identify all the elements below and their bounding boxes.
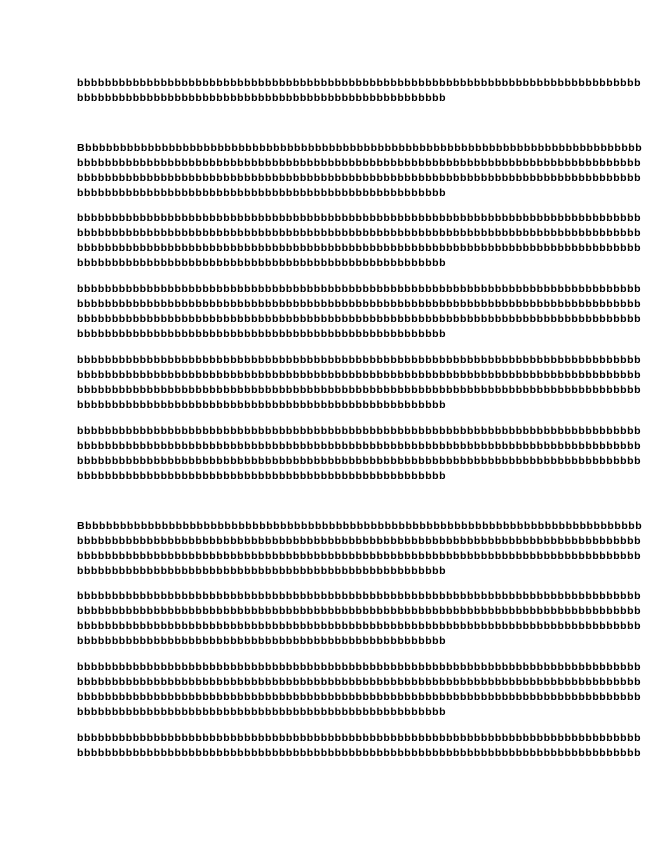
paragraph-3: bbbbbbbbbbbbbbbbbbbbbbbbbbbbbbbbbbbbbbbbbbbbbbbbbbbbbbbbbbbbbbbbbbbbbbbbbbbbbbbbb bbbbbbbbbbbbbbbbbbbbbbbbbbbbbbbbbbbbbbbbbbbbbbbbbbbbbbbbbbbbbbbbbbbbbbbbbbbbbbbbb bbbbbbbbbbbbbbbbbbbbbbbbbbbbbbbbbbbbbbbbbbbbbbbbbbbbbbbbbbbbbbbbbbbbbbbbbbbbbbbbb bbbbbbbbbbbbbbbbbbbbbbbbbbbbbbbbbbbbbbbbbbbbbbbbbbbbb [77,212,642,269]
paragraph-10: bbbbbbbbbbbbbbbbbbbbbbbbbbbbbbbbbbbbbbbbbbbbbbbbbbbbbbbbbbbbbbbbbbbbbbbbbbbbbbbbb bbbbbbbbbbbbbbbbbbbbbbbbbbbbbbbbbbbbbbbbbbbbbbbbbbbbbbbbbbbbbbbbbbbbbbbbbbbbbbbbb [77,732,642,759]
paragraph-7: Bbbbbbbbbbbbbbbbbbbbbbbbbbbbbbbbbbbbbbbbbbbbbbbbbbbbbbbbbbbbbbbbbbbbbbbbbbbbbbbbb bbbbbbbbbbbbbbbbbbbbbbbbbbbbbbbbbbbbbbbbbbbbbbbbbbbbbbbbbbbbbbbbbbbbbbbbbbbbbbbbb bbbbbbbbbbbbbbbbbbbbbbbbbbbbbbbbbbbbbbbbbbbbbbbbbbbbbbbbbbbbbbbbbbbbbbbbbbbbbbbbb bbbbbbbbbbbbbbbbbbbbbbbbbbbbbbbbbbbbbbbbbbbbbbbbbbbbb [77,520,643,577]
paragraph-1: bbbbbbbbbbbbbbbbbbbbbbbbbbbbbbbbbbbbbbbbbbbbbbbbbbbbbbbbbbbbbbbbbbbbbbbbbbbbbbbbb bbbbbbbbbbbbbbbbbbbbbbbbbbbbbbbbbbbbbbbbbbbbbbbbbbbbb [77,77,642,104]
paragraph-9: bbbbbbbbbbbbbbbbbbbbbbbbbbbbbbbbbbbbbbbbbbbbbbbbbbbbbbbbbbbbbbbbbbbbbbbbbbbbbbbbb bbbbbbbbbbbbbbbbbbbbbbbbbbbbbbbbbbbbbbbbbbbbbbbbbbbbbbbbbbbbbbbbbbbbbbbbbbbbbbbbb bbbbbbbbbbbbbbbbbbbbbbbbbbbbbbbbbbbbbbbbbbbbbbbbbbbbbbbbbbbbbbbbbbbbbbbbbbbbbbbbb bbbbbbbbbbbbbbbbbbbbbbbbbbbbbbbbbbbbbbbbbbbbbbbbbbbbb [77,661,642,718]
paragraph-8: bbbbbbbbbbbbbbbbbbbbbbbbbbbbbbbbbbbbbbbbbbbbbbbbbbbbbbbbbbbbbbbbbbbbbbbbbbbbbbbbb bbbbbbbbbbbbbbbbbbbbbbbbbbbbbbbbbbbbbbbbbbbbbbbbbbbbbbbbbbbbbbbbbbbbbbbbbbbbbbbbb bbbbbbbbbbbbbbbbbbbbbbbbbbbbbbbbbbbbbbbbbbbbbbbbbbbbbbbbbbbbbbbbbbbbbbbbbbbbbbbbb bbbbbbbbbbbbbbbbbbbbbbbbbbbbbbbbbbbbbbbbbbbbbbbbbbbbb [77,590,642,647]
paragraph-2: Bbbbbbbbbbbbbbbbbbbbbbbbbbbbbbbbbbbbbbbbbbbbbbbbbbbbbbbbbbbbbbbbbbbbbbbbbbbbbbbbb bbbbbbbbbbbbbbbbbbbbbbbbbbbbbbbbbbbbbbbbbbbbbbbbbbbbbbbbbbbbbbbbbbbbbbbbbbbbbbbbb bbbbbbbbbbbbbbbbbbbbbbbbbbbbbbbbbbbbbbbbbbbbbbbbbbbbbbbbbbbbbbbbbbbbbbbbbbbbbbbbb bbbbbbbbbbbbbbbbbbbbbbbbbbbbbbbbbbbbbbbbbbbbbbbbbbbbb [77,142,643,199]
paragraph-5: bbbbbbbbbbbbbbbbbbbbbbbbbbbbbbbbbbbbbbbbbbbbbbbbbbbbbbbbbbbbbbbbbbbbbbbbbbbbbbbbb bbbbbbbbbbbbbbbbbbbbbbbbbbbbbbbbbbbbbbbbbbbbbbbbbbbbbbbbbbbbbbbbbbbbbbbbbbbbbbbbb bbbbbbbbbbbbbbbbbbbbbbbbbbbbbbbbbbbbbbbbbbbbbbbbbbbbbbbbbbbbbbbbbbbbbbbbbbbbbbbbb bbbbbbbbbbbbbbbbbbbbbbbbbbbbbbbbbbbbbbbbbbbbbbbbbbbbb [77,354,642,411]
paragraph-4: bbbbbbbbbbbbbbbbbbbbbbbbbbbbbbbbbbbbbbbbbbbbbbbbbbbbbbbbbbbbbbbbbbbbbbbbbbbbbbbbb bbbbbbbbbbbbbbbbbbbbbbbbbbbbbbbbbbbbbbbbbbbbbbbbbbbbbbbbbbbbbbbbbbbbbbbbbbbbbbbbb bbbbbbbbbbbbbbbbbbbbbbbbbbbbbbbbbbbbbbbbbbbbbbbbbbbbbbbbbbbbbbbbbbbbbbbbbbbbbbbbb bbbbbbbbbbbbbbbbbbbbbbbbbbbbbbbbbbbbbbbbbbbbbbbbbbbbb [77,283,642,340]
paragraph-6: bbbbbbbbbbbbbbbbbbbbbbbbbbbbbbbbbbbbbbbbbbbbbbbbbbbbbbbbbbbbbbbbbbbbbbbbbbbbbbbbb bbbbbbbbbbbbbbbbbbbbbbbbbbbbbbbbbbbbbbbbbbbbbbbbbbbbbbbbbbbbbbbbbbbbbbbbbbbbbbbbb bbbbbbbbbbbbbbbbbbbbbbbbbbbbbbbbbbbbbbbbbbbbbbbbbbbbbbbbbbbbbbbbbbbbbbbbbbbbbbbbb bbbbbbbbbbbbbbbbbbbbbbbbbbbbbbbbbbbbbbbbbbbbbbbbbbbbb [77,425,642,482]
